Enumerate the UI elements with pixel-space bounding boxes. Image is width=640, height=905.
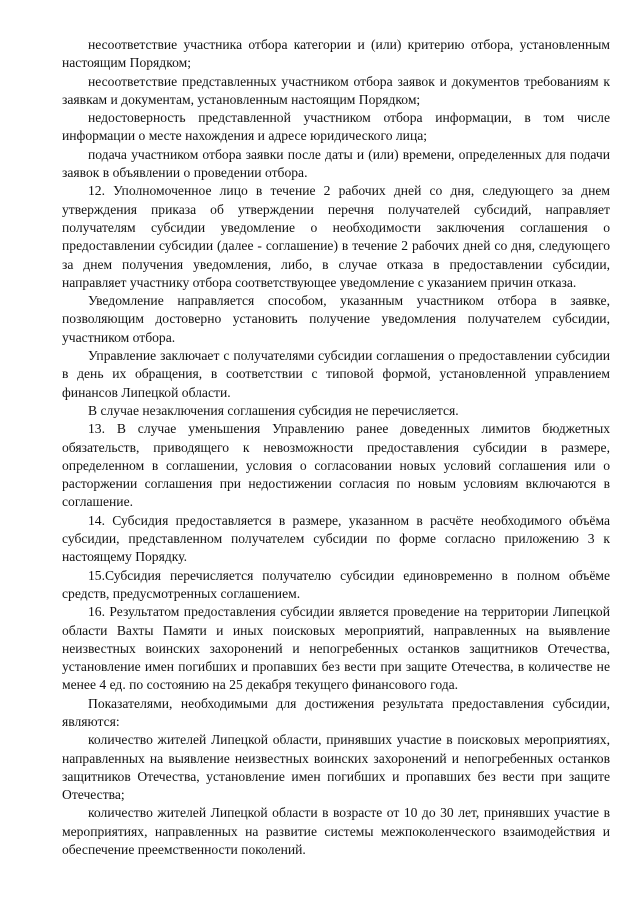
paragraph-no-agreement: В случае незаключения соглашения субсидия не перечисляется. [88,402,459,418]
paragraph-indicators-intro: Показателями, необходимыми для достижения результата предоставления субсидии, являются: [62,695,610,729]
paragraph-late-submission: подача участником отбора заявки после даты и (или) времени, определенных для подачи заявок в объявлении о проведении отбора. [62,146,610,181]
paragraph-notification-method: Уведомление направляется способом, указанным участником отбора в заявке, позволяющим достоверно установить получение уведомления получателем субсидии, участником отбора. [62,293,610,345]
paragraph-agreement-conclusion: Управление заключает с получателями субсидии соглашения о предоставлении субсидии в день их обращения, в соответствии с типовой формой, установленной управлением финансов Липецкой области. [62,348,610,400]
paragraph-indicator-youth: количество жителей Липецкой области в возрасте от 10 до 30 лет, принявших участие в мероприятиях, направленных на развитие системы межпоколенческого взаимодействия и обеспечение преемственности поколений. [62,805,610,858]
paragraph-section-13: 13. В случае уменьшения Управлению ранее доведенных лимитов бюджетных обязательств, приводящего к невозможности предоставления субсидии в размере, определенном в соглашении, условия о согласовании новых условий соглашения или о расторжении соглашения при недостижении согласия по новым условиям включаются в соглашение. [62,421,610,510]
paragraph-section-12: 12. Уполномоченное лицо в течение 2 рабочих дней со дня, следующего за днем утверждения приказа об утверждении перечня получателей субсидий, направляет получателям субсидии уведомление о необходимости заключения соглашения о предоставлении субсидии (далее - соглашение) в течение 2 рабочих дней со дня, следующего за днем получения уведомления, либо, в случае отказа в предоставлении субсидии, направляет участнику отбора соответствующее уведомление с указанием причин отказа. [62,183,610,290]
paragraph-section-15: 15.Субсидия перечисляется получателю субсидии единовременно в полном объёме средств, предусмотренных соглашением. [62,567,610,601]
document-page [62,36,610,859]
paragraph-indicator-participants: количество жителей Липецкой области, принявших участие в поисковых мероприятиях, направленных на выявление неизвестных воинских захоронений и непогребенных останков защитников Отечества, установление имен погибших и пропавших без вести при защите Отечества; [62,732,610,803]
paragraph-documents-mismatch: несоответствие представленных участником отбора заявок и документов требованиям к заявкам и документам, установленным настоящим Порядком; [62,73,610,107]
paragraph-section-14: 14. Субсидия предоставляется в размере, указанном в расчёте необходимого объёма субсидии, представленном получателем субсидии по форме согласно приложению 3 к настоящему Порядку. [62,512,610,565]
paragraph-false-information: недостоверность представленной участником отбора информации, в том числе информации о месте нахождения и адресе юридического лица; [62,110,610,144]
paragraph-criteria-mismatch: несоответствие участника отбора категории и (или) критерию отбора, установленным настоящим Порядком; [62,37,610,71]
paragraph-section-16: 16. Результатом предоставления субсидии является проведение на территории Липецкой области Вахты Памяти и иных поисковых мероприятий, направленных на выявление неизвестных воинских захоронений и непогребенных останков защитников Отечества, установление имен погибших и пропавших без вести при защите Отечества, в количестве не менее 4 ед. по состоянию на 25 декабря текущего финансового года. [62,604,610,693]
